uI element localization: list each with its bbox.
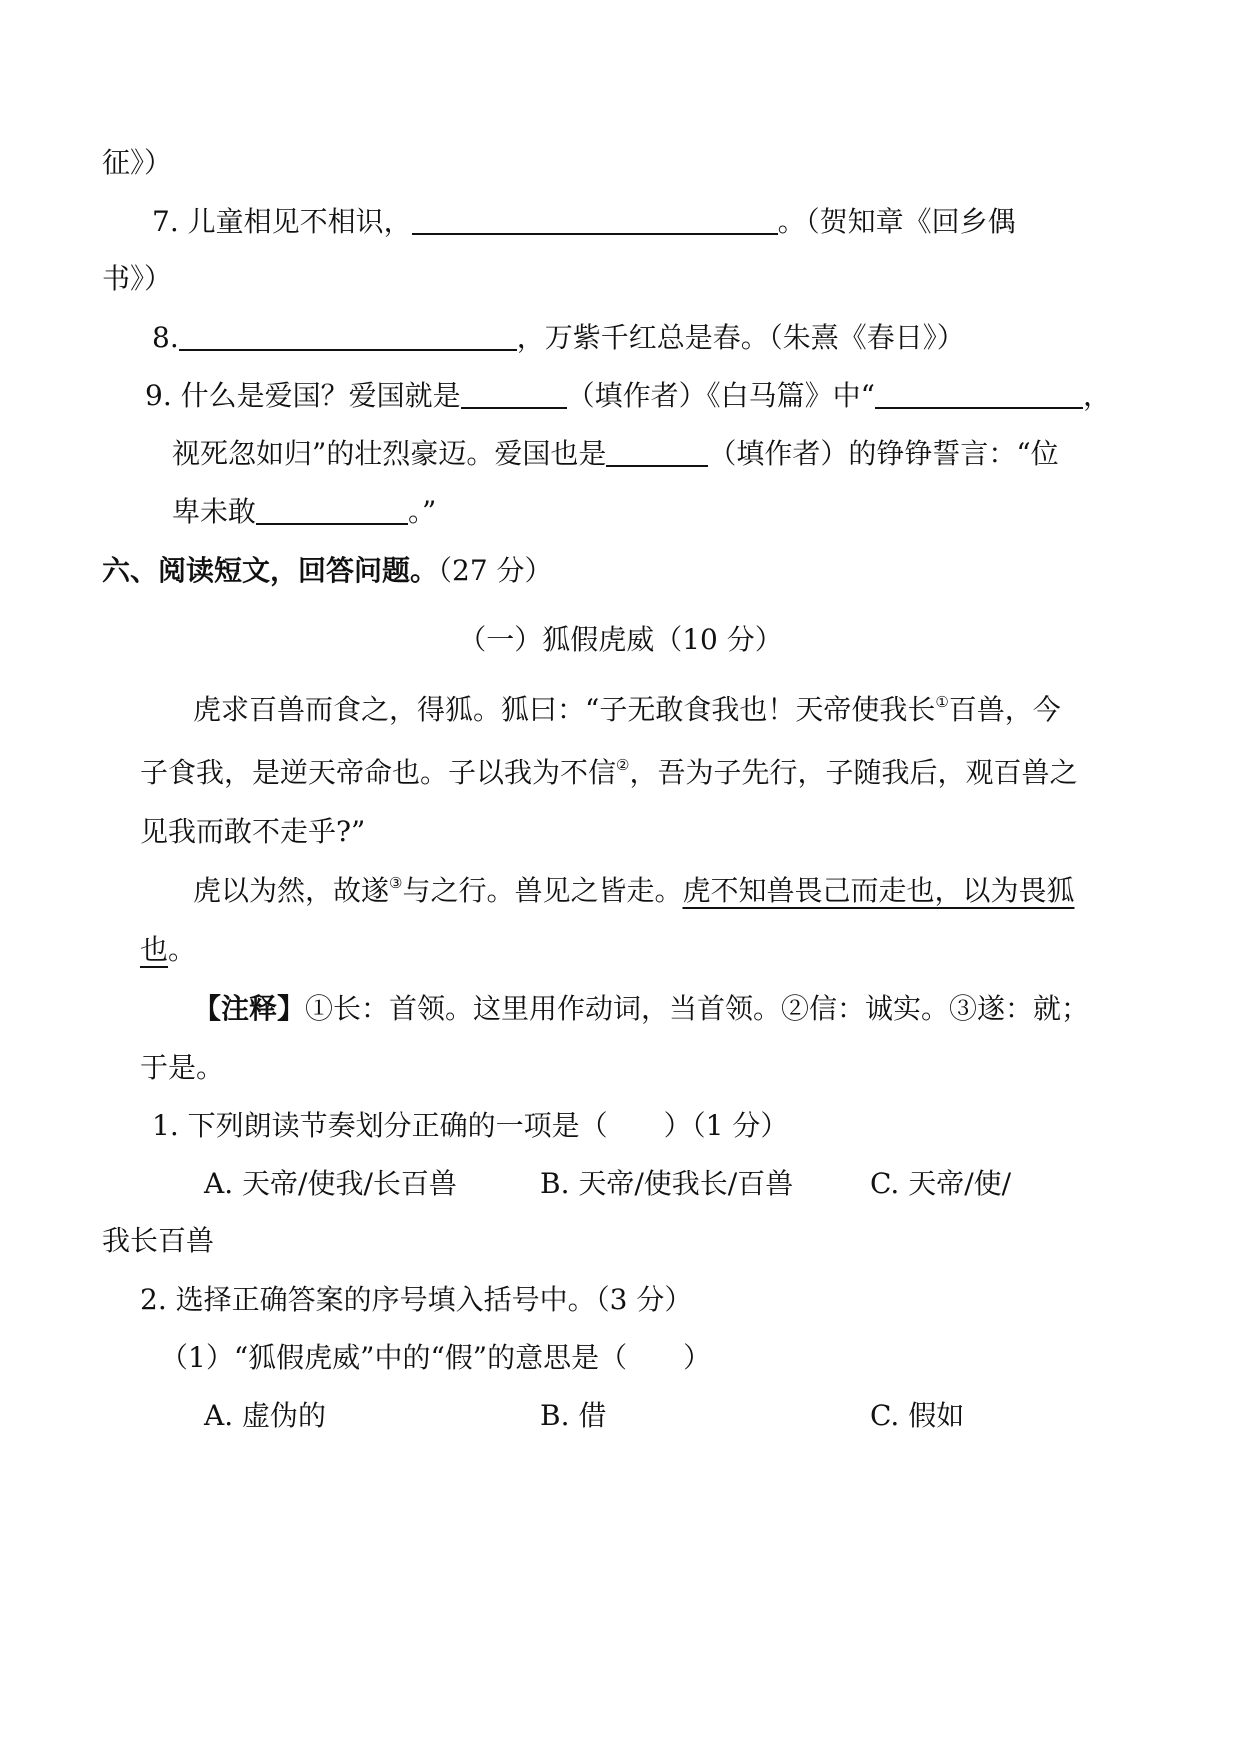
question-7 [152, 202, 1016, 242]
question-2 [140, 1280, 692, 1320]
question-9 [145, 376, 1111, 416]
question-1 [152, 1106, 788, 1146]
line-text: 征》） [102, 146, 173, 179]
answer-blank[interactable] [256, 493, 408, 525]
underlined-sentence: 虎不知兽畏己而走也，以为畏狐 [682, 874, 1075, 907]
notes-label: 【注释】 [193, 992, 306, 1025]
question-text: 视死忽如归”的壮烈豪迈。爱国也是 [172, 437, 607, 470]
passage-text: 。 [168, 933, 197, 966]
footnote-marker: ② [616, 756, 630, 774]
answer-blank[interactable] [461, 377, 567, 409]
answer-blank[interactable] [606, 435, 708, 467]
question-text: 8. [152, 321, 179, 354]
option-text: B. 借 [540, 1399, 607, 1432]
question-8 [152, 318, 965, 358]
passage-text: 虎以为然，故遂 [193, 874, 390, 907]
line-text: 书》） [102, 262, 173, 295]
question-text: （填作者）《白马篇》中“ [566, 379, 875, 412]
option-a[interactable] [204, 1396, 326, 1436]
question-text: 。（贺知章《回乡偶 [777, 205, 1016, 238]
passage-title [0, 620, 1241, 660]
passage-text: 虎求百兽而食之，得狐。狐曰：“子无敢食我也！天帝使我长 [193, 693, 936, 726]
passage-line [140, 812, 365, 852]
question-text: 9. 什么是爱国？爱国就是 [145, 379, 461, 412]
passage-text: ，吾为子先行，子随我后，观百兽之 [629, 756, 1078, 789]
option-b[interactable] [540, 1164, 793, 1204]
text-line [172, 434, 1059, 474]
answer-blank[interactable] [412, 203, 778, 235]
answer-blank[interactable] [875, 377, 1083, 409]
passage-line [140, 930, 196, 970]
section-heading [102, 551, 553, 591]
underlined-sentence: 也 [140, 933, 169, 966]
text-line [102, 143, 172, 183]
passage-line [193, 690, 1061, 730]
passage-text: 与之行。兽见之皆走。 [402, 874, 683, 907]
passage-text: 百兽，今 [948, 693, 1061, 726]
notes-line [193, 989, 1089, 1029]
option-text: B. 天帝/使我长/百兽 [540, 1167, 794, 1200]
answer-blank[interactable] [179, 319, 517, 351]
option-a[interactable] [204, 1164, 457, 1204]
option-text: C. 天帝/使/ [870, 1167, 1012, 1200]
option-c-continuation [102, 1221, 214, 1261]
question-text: （1）“狐假虎威”中的“假”的意思是（ ） [160, 1341, 712, 1374]
question-text: ，万紫千红总是春。（朱熹《春日》） [516, 321, 965, 354]
passage-line [140, 753, 1077, 793]
option-c[interactable] [870, 1164, 1011, 1204]
option-b[interactable] [540, 1396, 606, 1436]
section-title: 六、阅读短文，回答问题。 [102, 554, 439, 587]
passage-line [193, 871, 1075, 911]
question-text: 2. 选择正确答案的序号填入括号中。（3 分） [140, 1283, 693, 1316]
option-text: A. 天帝/使我/长百兽 [204, 1167, 457, 1200]
question-text: ， [1082, 379, 1111, 412]
text-line [172, 492, 436, 532]
footnote-marker: ① [935, 693, 949, 711]
notes-text: ①长：首领。这里用作动词，当首领。②信：诚实。③遂：就； [305, 992, 1090, 1025]
question-text: 1. 下列朗读节奏划分正确的一项是（ ）（1 分） [152, 1109, 789, 1142]
question-text: （填作者）的铮铮誓言：“位 [708, 437, 1059, 470]
option-c[interactable] [870, 1396, 964, 1436]
section-score: （27 分） [438, 554, 553, 587]
text-line [102, 259, 172, 299]
notes-line [140, 1048, 224, 1088]
option-text: 我长百兽 [102, 1224, 215, 1257]
question-text: 。” [408, 495, 437, 528]
notes-text: 于是。 [140, 1051, 225, 1084]
passage-text: 子食我，是逆天帝命也。子以我为不信 [140, 756, 617, 789]
option-text: A. 虚伪的 [204, 1399, 327, 1432]
option-text: C. 假如 [870, 1399, 965, 1432]
question-2-1 [160, 1338, 711, 1378]
footnote-marker: ③ [389, 874, 403, 892]
question-text: 7. 儿童相见不相识， [152, 205, 412, 238]
question-text: 卑未敢 [172, 495, 257, 528]
passage-text: 见我而敢不走乎?” [140, 815, 366, 848]
passage-title-text: （一）狐假虎威（10 分） [458, 623, 783, 656]
